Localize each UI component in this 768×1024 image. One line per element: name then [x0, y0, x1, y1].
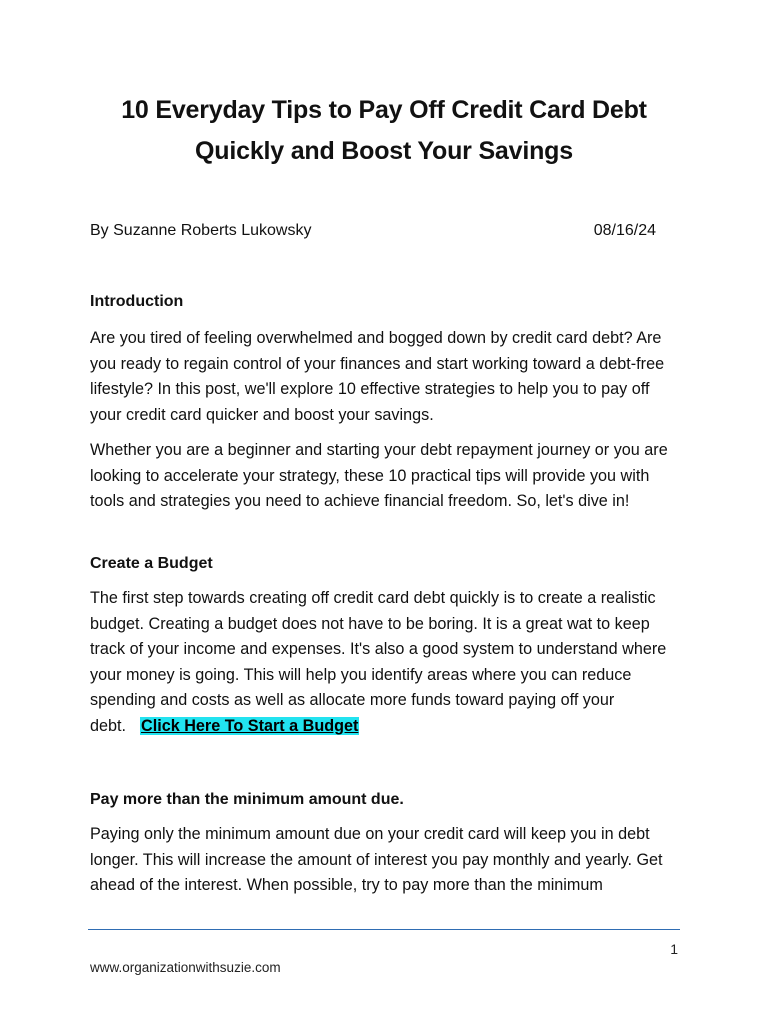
create-budget-heading: Create a Budget [90, 555, 213, 572]
document-title [60, 90, 708, 172]
introduction-paragraph-1 [90, 326, 682, 428]
byline [90, 221, 656, 241]
introduction-paragraph-2 [90, 438, 682, 515]
intro-text-1: Are you tired of feeling overwhelmed and bogged down by credit card debt? Are you ready to regain control of your finances and start working toward a debt-free lifestyle? In this post, we'll explore 10 effective strategies to help you to pay off your credit card quicker and boost your savings. [90, 329, 665, 424]
title-line-1: 10 Everyday Tips to Pay Off Credit Card Debt [121, 96, 647, 124]
footer-divider [88, 929, 680, 930]
budget-text-container [90, 586, 682, 740]
title-line-2: Quickly and Boost Your Savings [195, 137, 573, 165]
pay-more-heading: Pay more than the minimum amount due. [90, 791, 404, 808]
budget-text: The first step towards creating off credit card debt quickly is to create a realistic budget. Creating a budget does not have to be boring. It is a great wat to keep track of your income and expenses. It's also a good system to understand where your money is going. This will help you identify areas where you can reduce spending and costs as well as allocate more funds toward paying off your debt. [90, 589, 667, 735]
intro-text-2: Whether you are a beginner and starting your debt repayment journey or you are looking to accelerate your strategy, these 10 practical tips will provide you with tools and strategies you need to achieve financial freedom. So, let's dive in! [90, 441, 668, 511]
page-number: 1 [670, 941, 678, 957]
author-name: By Suzanne Roberts Lukowsky [90, 222, 312, 239]
introduction-heading: Introduction [90, 293, 184, 310]
pay-more-text: Paying only the minimum amount due on your credit card will keep you in debt longer. This will increase the amount of interest you pay monthly and yearly. Get ahead of the interest. When possible, try to pay more than the minimum [90, 825, 663, 895]
footer-website: www.organizationwithsuzie.com [90, 960, 281, 975]
start-budget-link[interactable]: Click Here To Start a Budget [141, 716, 359, 735]
publish-date: 08/16/24 [593, 222, 656, 239]
pay-more-paragraph [90, 822, 682, 899]
budget-paragraph [90, 586, 682, 740]
